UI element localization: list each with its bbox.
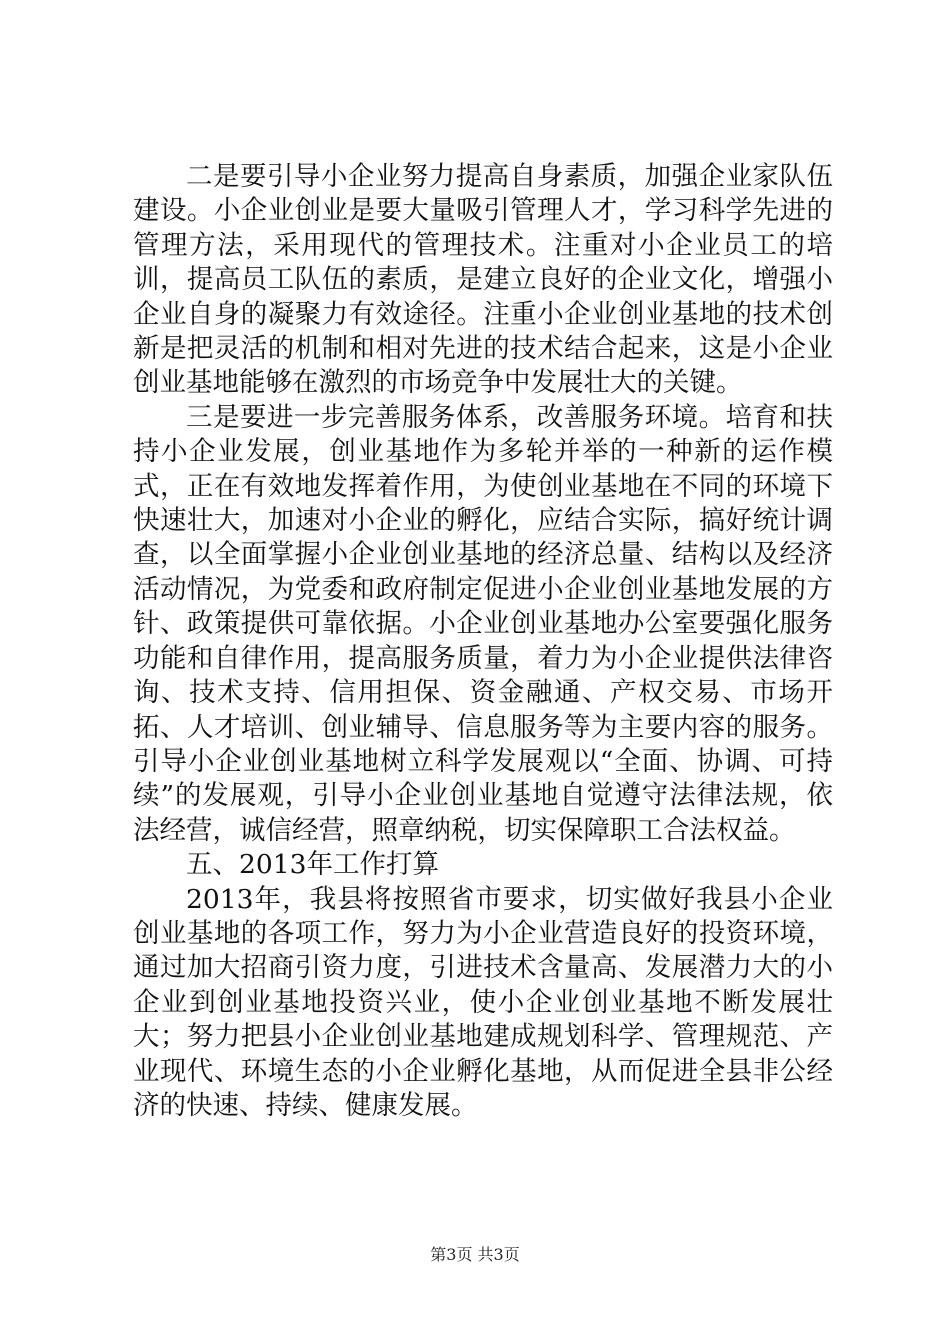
document-body <box>133 160 833 1123</box>
paragraph-service-system: 三是要进一步完善服务体系，改善服务环境。培育和扶持小企业发展，创业基地作为多轮并举的一种新的运作模式，正在有效地发挥着作用，为使创业基地在不同的环境下快速壮大，加速对小企业的孵化，应结合实际，搞好统计调查，以全面掌握小企业创业基地的经济总量、结构以及经济活动情况，为党委和政府制定促进小企业创业基地发展的方针、政策提供可靠依据。小企业创业基地办公室要强化服务功能和自律作用，提高服务质量，着力为小企业提供法律咨询、技术支持、信用担保、资金融通、产权交易、市场开拓、人才培训、创业辅导、信息服务等为主要内容的服务。引导小企业创业基地树立科学发展观以“全面、协调、可持续”的发展观，引导小企业创业基地自觉遵守法律法规，依法经营，诚信经营，照章纳税，切实保障职工合法权益。 <box>133 401 833 846</box>
section-heading: 五、2013年工作打算 <box>186 849 439 881</box>
paragraph-leadership: 二是要引导小企业努力提高自身素质，加强企业家队伍建设。小企业创业是要大量吸引管理人才，学习科学先进的管理方法，采用现代的管理技术。注重对小企业员工的培训，提高员工队伍的素质，是建立良好的企业文化，增强小企业自身的凝聚力有效途径。注重小企业创业基地的技术创新是把灵活的机制和相对先进的技术结合起来，这是小企业创业基地能够在激烈的市场竞争中发展壮大的关键。 <box>133 161 833 399</box>
page-number-footer: 第3页 共3页 <box>430 1245 520 1264</box>
paragraph-2013-plan: 2013年，我县将按照省市要求，切实做好我县小企业创业基地的各项工作，努力为小企业营造良好的投资环境，通过加大招商引资力度，引进技术含量高、发展潜力大的小企业到创业基地投资兴业，使小企业创业基地不断发展壮大；努力把县小企业创业基地建成规划科学、管理规范、产业现代、环境生态的小企业孵化基地，从而促进全县非公经济的快速、持续、健康发展。 <box>133 883 833 1121</box>
